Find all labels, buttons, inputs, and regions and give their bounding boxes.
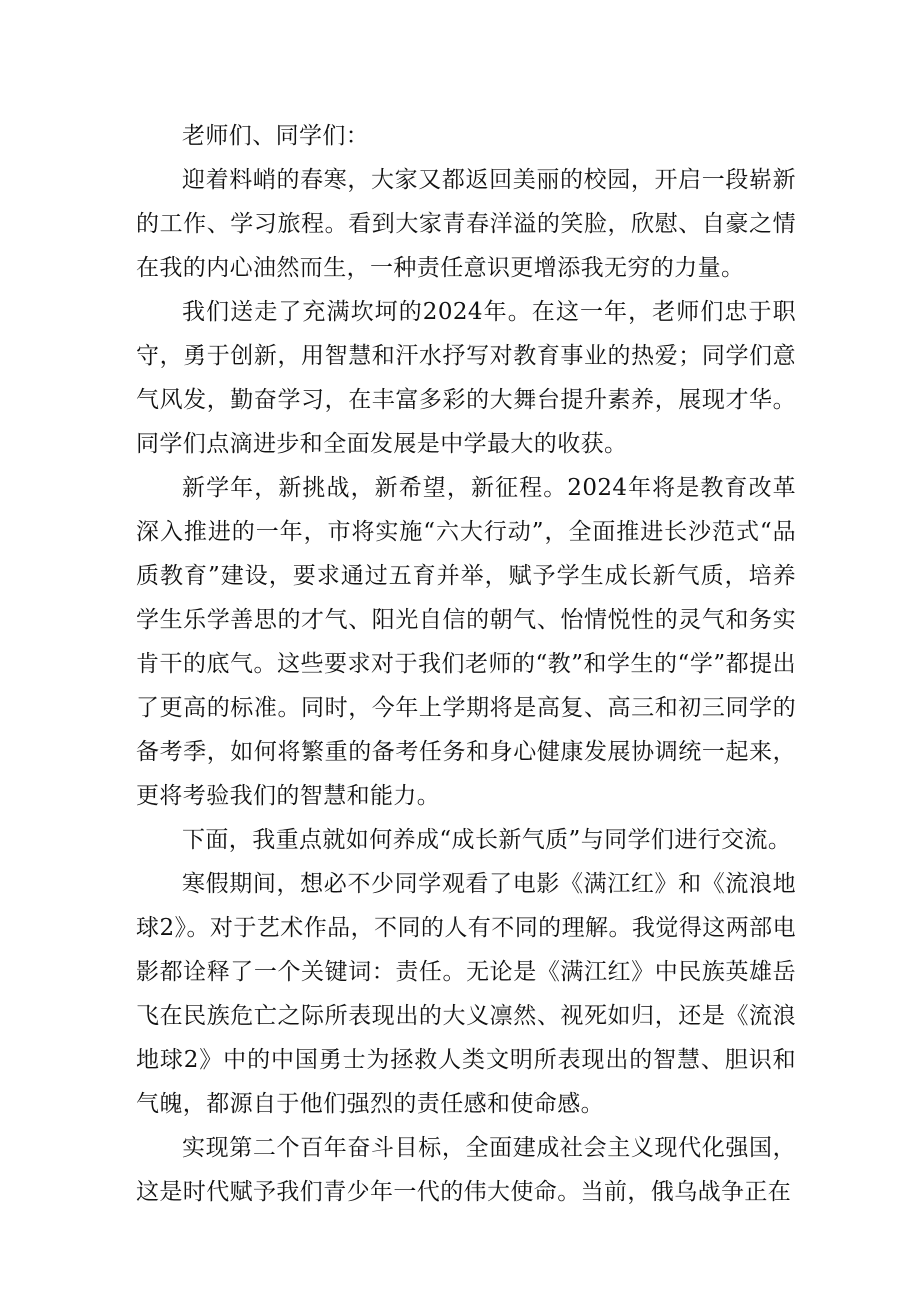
- paragraph-2: 我们送走了充满坎坷的2024年。在这一年，老师们忠于职守，勇于创新，用智慧和汗水抒写对教育事业的热爱；同学们意气风发，勤奋学习，在丰富多彩的大舞台提升素养，展现才华。同学们点滴进步和全面发展是中学最大的收获。: [136, 299, 796, 457]
- paragraph-3: 新学年，新挑战，新希望，新征程。2024年将是教育改革深入推进的一年，市将实施“六大行动”，全面推进长沙范式“品质教育”建设，要求通过五育并举，赋予学生成长新气质，培养学生乐学善思的才气、阳光自信的朝气、怡情悦性的灵气和务实肯干的底气。这些要求对于我们老师的“教”和学生的“学”都提出了更高的标准。同时，今年上学期将是高复、高三和初三同学的备考季，如何将繁重的备考任务和身心健康发展协调统一起来，更将考验我们的智慧和能力。: [136, 475, 796, 809]
- paragraph-1: 迎着料峭的春寒，大家又都返回美丽的校园，开启一段崭新的工作、学习旅程。看到大家青春洋溢的笑脸，欣慰、自豪之情在我的内心油然而生，一种责任意识更增添我无穷的力量。: [136, 167, 796, 281]
- paragraph-4: 下面，我重点就如何养成“成长新气质”与同学们进行交流。: [182, 827, 792, 853]
- paragraph-5: 寒假期间，想必不少同学观看了电影《满江红》和《流浪地球2》。对于艺术作品，不同的人有不同的理解。我觉得这两部电影都诠释了一个关键词：责任。无论是《满江红》中民族英雄岳飞在民族危亡之际所表现出的大义凛然、视死如归，还是《流浪地球2》中的中国勇士为拯救人类文明所表现出的智慧、胆识和气魄，都源自于他们强烈的责任感和使命感。: [136, 871, 796, 1117]
- paragraph-6: 实现第二个百年奋斗目标，全面建成社会主义现代化强国，这是时代赋予我们青少年一代的伟大使命。当前，俄乌战争正在: [136, 1135, 796, 1205]
- salutation: 老师们、同学们：: [182, 123, 370, 149]
- document-body: [136, 114, 796, 1214]
